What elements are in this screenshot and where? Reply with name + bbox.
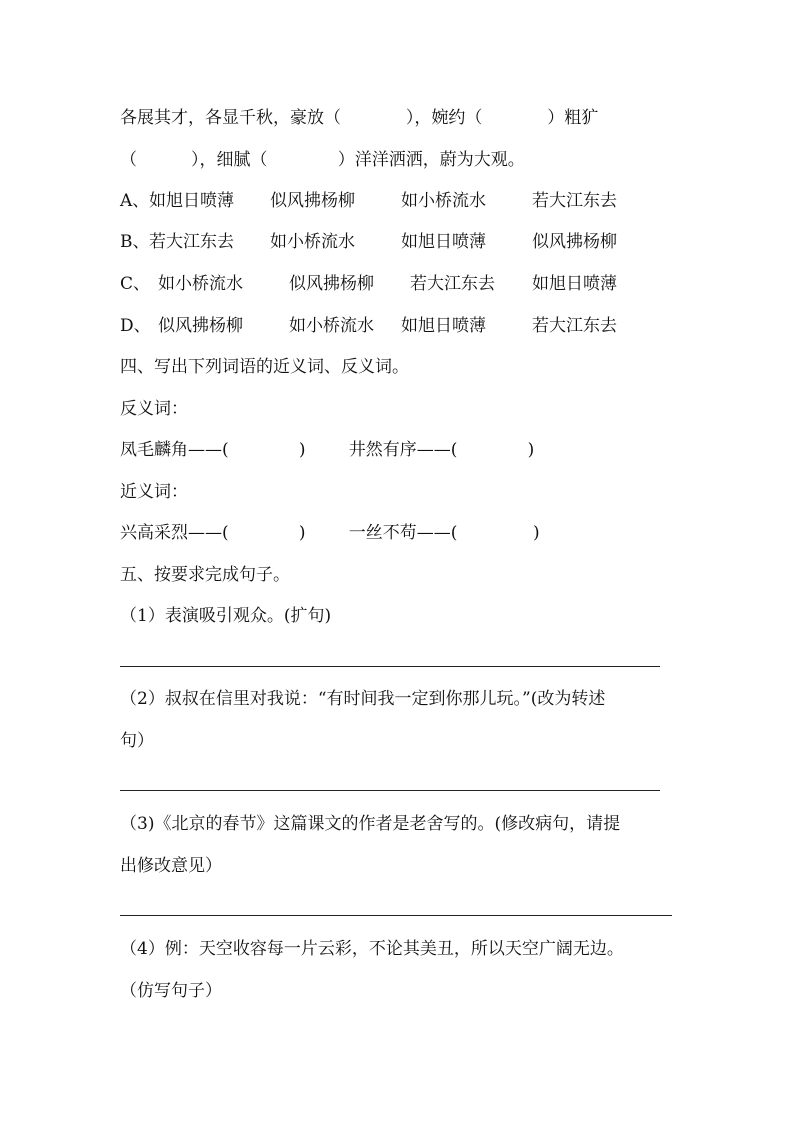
- option-item: 似风拂杨柳: [270, 191, 355, 211]
- sentence-q2-line-2: 句）: [120, 731, 154, 751]
- question-stem-line-1: 各展其才，各显千秋，豪放（ ），婉约（ ）粗犷: [120, 108, 599, 128]
- option-item: 似风拂杨柳: [158, 316, 243, 336]
- option-item: 如小桥流水: [401, 191, 486, 211]
- option-label: D、: [120, 316, 151, 336]
- sentence-q1: （1）表演吸引观众。(扩句): [120, 606, 332, 626]
- answer-line-q1[interactable]: [120, 666, 660, 667]
- sentence-q3-line-2: 出修改意见）: [120, 856, 222, 876]
- answer-line-q3[interactable]: [120, 915, 672, 916]
- sentence-q4-line-1: （4）例：天空收容每一片云彩，不论其美丑，所以天空广阔无边。: [120, 939, 624, 959]
- option-item: 如小桥流水: [158, 274, 243, 294]
- section-4-title: 四、写出下列词语的近义词、反义词。: [120, 357, 409, 377]
- sentence-q2-line-1: （2）叔叔在信里对我说：“有时间我一定到你那儿玩。”(改为转述: [120, 689, 606, 709]
- option-label: A、: [120, 191, 150, 211]
- sentence-q4-line-2: （仿写句子）: [120, 981, 222, 1001]
- answer-line-q2[interactable]: [120, 790, 660, 791]
- option-item: 如小桥流水: [270, 232, 355, 252]
- option-label: B、: [120, 232, 150, 252]
- synonym-line: 兴高采烈——( ) 一丝不苟——( ): [120, 523, 540, 543]
- option-item: 如旭日喷薄: [401, 232, 486, 252]
- section-5-title: 五、按要求完成句子。: [120, 565, 290, 585]
- option-label: C、: [120, 274, 151, 294]
- antonym-label: 反义词：: [120, 399, 188, 419]
- option-item: 如旭日喷薄: [532, 274, 617, 294]
- option-item: 若大江东去: [410, 274, 495, 294]
- question-stem-line-2: （ ），细腻（ ）洋洋洒洒，蔚为大观。: [120, 150, 525, 170]
- option-item: 若大江东去: [149, 232, 234, 252]
- option-item: 若大江东去: [532, 191, 617, 211]
- antonym-line: 凤毛麟角——( ) 井然有序——( ): [120, 440, 535, 460]
- option-item: 如旭日喷薄: [149, 191, 234, 211]
- sentence-q3-line-1: （3)《北京的春节》这篇课文的作者是老舍写的。(修改病句，请提: [120, 814, 621, 834]
- option-item: 如小桥流水: [289, 316, 374, 336]
- option-item: 如旭日喷薄: [401, 316, 486, 336]
- option-item: 似风拂杨柳: [289, 274, 374, 294]
- synonym-label: 近义词：: [120, 482, 188, 502]
- option-item: 似风拂杨柳: [532, 232, 617, 252]
- option-item: 若大江东去: [532, 316, 617, 336]
